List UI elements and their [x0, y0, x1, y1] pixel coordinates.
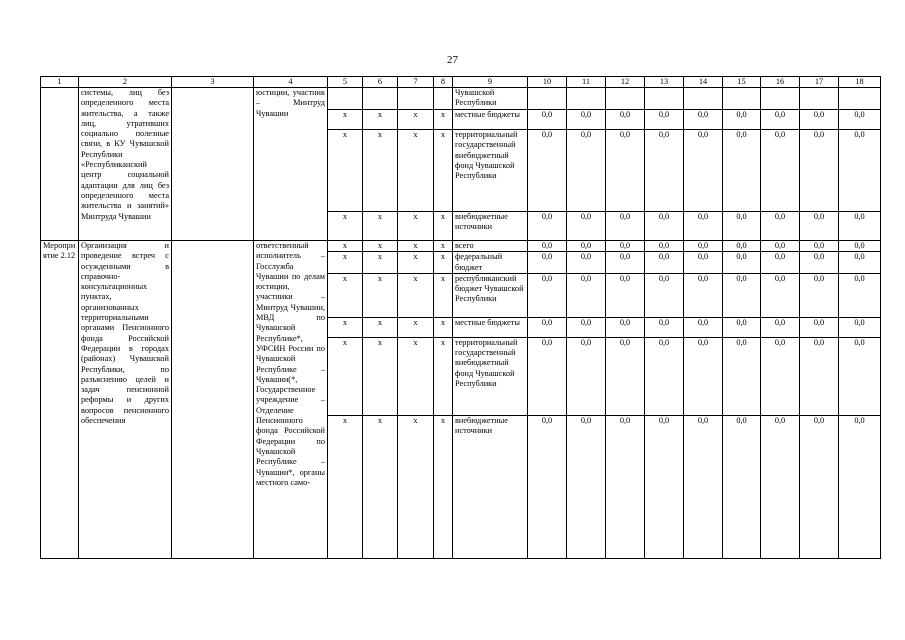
value-cell: 0,0	[723, 415, 761, 558]
value-cell: 0,0	[645, 130, 684, 212]
funding-source: республиканский бюджет Чувашской Республики	[453, 273, 528, 317]
value-cell: 0,0	[800, 252, 839, 274]
funding-source: территориальный государственный внебюджетный фонд Чувашской Республики	[453, 130, 528, 212]
code-cell: x	[434, 212, 453, 241]
value-cell: 0,0	[723, 130, 761, 212]
funding-source: всего	[453, 241, 528, 252]
event-number	[41, 88, 79, 241]
value-cell: 0,0	[684, 212, 723, 241]
value-cell: 0,0	[684, 273, 723, 317]
column-header: 11	[567, 77, 606, 88]
code-cell: x	[398, 415, 434, 558]
value-cell: 0,0	[684, 337, 723, 415]
value-cell: 0,0	[800, 337, 839, 415]
code-cell: x	[328, 273, 363, 317]
value-cell: 0,0	[761, 252, 800, 274]
code-cell: x	[398, 317, 434, 337]
value-cell: 0,0	[800, 110, 839, 130]
value-cell: 0,0	[761, 337, 800, 415]
value-cell: 0,0	[645, 241, 684, 252]
column-header: 14	[684, 77, 723, 88]
value-cell: 0,0	[723, 317, 761, 337]
value-cell: 0,0	[528, 241, 567, 252]
column-header: 8	[434, 77, 453, 88]
code-cell: x	[434, 317, 453, 337]
value-cell: 0,0	[528, 337, 567, 415]
code-cell	[363, 88, 398, 110]
value-cell: 0,0	[684, 110, 723, 130]
value-cell: 0,0	[800, 212, 839, 241]
value-cell: 0,0	[723, 337, 761, 415]
column-header: 3	[172, 77, 254, 88]
value-cell: 0,0	[839, 415, 881, 558]
value-cell: 0,0	[528, 110, 567, 130]
table-row	[41, 241, 881, 252]
code-cell	[328, 88, 363, 110]
code-cell: x	[328, 130, 363, 212]
code-cell: x	[398, 212, 434, 241]
value-cell	[723, 88, 761, 110]
event-col3	[172, 241, 254, 559]
code-cell: x	[363, 273, 398, 317]
code-cell: x	[434, 241, 453, 252]
column-header: 6	[363, 77, 398, 88]
funding-source: внебюджетные источники	[453, 415, 528, 558]
value-cell	[761, 88, 800, 110]
value-cell: 0,0	[528, 252, 567, 274]
value-cell: 0,0	[645, 337, 684, 415]
value-cell: 0,0	[528, 317, 567, 337]
value-cell: 0,0	[528, 130, 567, 212]
code-cell: x	[363, 317, 398, 337]
code-cell: x	[398, 337, 434, 415]
column-header: 5	[328, 77, 363, 88]
code-cell: x	[434, 130, 453, 212]
value-cell: 0,0	[761, 130, 800, 212]
code-cell: x	[434, 252, 453, 274]
value-cell: 0,0	[645, 252, 684, 274]
column-header: 10	[528, 77, 567, 88]
code-cell: x	[328, 241, 363, 252]
value-cell: 0,0	[567, 415, 606, 558]
code-cell: x	[398, 241, 434, 252]
value-cell: 0,0	[606, 241, 645, 252]
code-cell	[398, 88, 434, 110]
value-cell: 0,0	[567, 317, 606, 337]
code-cell: x	[398, 130, 434, 212]
value-cell: 0,0	[567, 212, 606, 241]
value-cell	[684, 88, 723, 110]
value-cell: 0,0	[723, 110, 761, 130]
value-cell: 0,0	[761, 415, 800, 558]
column-header: 4	[254, 77, 328, 88]
value-cell: 0,0	[800, 241, 839, 252]
code-cell: x	[434, 337, 453, 415]
column-header: 12	[606, 77, 645, 88]
value-cell: 0,0	[761, 317, 800, 337]
column-header: 9	[453, 77, 528, 88]
value-cell: 0,0	[839, 337, 881, 415]
value-cell: 0,0	[839, 130, 881, 212]
value-cell: 0,0	[606, 273, 645, 317]
value-cell: 0,0	[567, 130, 606, 212]
code-cell: x	[363, 110, 398, 130]
value-cell: 0,0	[839, 241, 881, 252]
code-cell: x	[363, 415, 398, 558]
value-cell: 0,0	[723, 212, 761, 241]
value-cell: 0,0	[684, 241, 723, 252]
value-cell: 0,0	[606, 252, 645, 274]
code-cell: x	[398, 273, 434, 317]
code-cell: x	[434, 273, 453, 317]
program-table	[40, 76, 881, 559]
value-cell: 0,0	[606, 337, 645, 415]
value-cell: 0,0	[567, 273, 606, 317]
value-cell: 0,0	[800, 273, 839, 317]
event-number: Мероприятие 2.12	[41, 241, 79, 559]
value-cell: 0,0	[606, 415, 645, 558]
event-name: Организация и проведение встреч с осужденными в справочно-консультационных пунктах, организованных территориальными органами Пенсионного фонда Российской Федерации в городах (районах) Чувашской Республики, по разъяснению целей и задач пенсионной реформы и других вопросов пенсионного обеспечения	[79, 241, 172, 559]
value-cell: 0,0	[684, 415, 723, 558]
value-cell: 0,0	[761, 212, 800, 241]
funding-source: федеральный бюджет	[453, 252, 528, 274]
column-header: 1	[41, 77, 79, 88]
value-cell: 0,0	[684, 317, 723, 337]
value-cell: 0,0	[839, 317, 881, 337]
value-cell: 0,0	[567, 110, 606, 130]
value-cell: 0,0	[839, 110, 881, 130]
header-row	[41, 77, 881, 88]
value-cell: 0,0	[839, 252, 881, 274]
value-cell: 0,0	[528, 273, 567, 317]
value-cell: 0,0	[684, 252, 723, 274]
code-cell: x	[328, 212, 363, 241]
value-cell: 0,0	[723, 241, 761, 252]
value-cell: 0,0	[761, 241, 800, 252]
value-cell: 0,0	[684, 130, 723, 212]
table-row	[41, 88, 881, 110]
code-cell: x	[363, 130, 398, 212]
value-cell: 0,0	[839, 212, 881, 241]
value-cell: 0,0	[723, 252, 761, 274]
code-cell: x	[398, 252, 434, 274]
code-cell	[434, 88, 453, 110]
column-header: 15	[723, 77, 761, 88]
code-cell: x	[363, 241, 398, 252]
code-cell: x	[328, 415, 363, 558]
funding-source: внебюджетные источники	[453, 212, 528, 241]
value-cell: 0,0	[761, 110, 800, 130]
value-cell: 0,0	[567, 241, 606, 252]
value-cell: 0,0	[606, 110, 645, 130]
value-cell	[567, 88, 606, 110]
value-cell: 0,0	[606, 212, 645, 241]
event-col3	[172, 88, 254, 241]
value-cell: 0,0	[645, 273, 684, 317]
code-cell: x	[363, 252, 398, 274]
column-header: 17	[800, 77, 839, 88]
value-cell: 0,0	[800, 130, 839, 212]
value-cell: 0,0	[606, 130, 645, 212]
column-header: 7	[398, 77, 434, 88]
column-header: 18	[839, 77, 881, 88]
value-cell: 0,0	[800, 317, 839, 337]
column-header: 2	[79, 77, 172, 88]
code-cell: x	[328, 337, 363, 415]
code-cell: x	[363, 212, 398, 241]
value-cell	[528, 88, 567, 110]
funding-source: территориальный государственный внебюджетный фонд Чувашской Республики	[453, 337, 528, 415]
value-cell: 0,0	[645, 212, 684, 241]
value-cell: 0,0	[723, 273, 761, 317]
responsible-executor: ответственный исполнитель – Госслужба Чувашии по делам юстиции, участники – Минтруд Чувашии, МВД по Чувашской Республике*, УФСИН России по Чувашской Республике – Чувашии(*, Государственное учреждение – Отделение Пенсионного фонда Российской Федерации по Чувашской Республике – Чувашии*, органы местного само-	[254, 241, 328, 559]
column-header: 16	[761, 77, 800, 88]
code-cell: x	[363, 337, 398, 415]
value-cell: 0,0	[606, 317, 645, 337]
funding-source: местные бюджеты	[453, 317, 528, 337]
value-cell: 0,0	[528, 212, 567, 241]
value-cell: 0,0	[528, 415, 567, 558]
code-cell: x	[328, 252, 363, 274]
responsible-executor: юстиции, участник – Минтруд Чувашии	[254, 88, 328, 241]
value-cell: 0,0	[645, 317, 684, 337]
value-cell: 0,0	[645, 415, 684, 558]
value-cell: 0,0	[645, 110, 684, 130]
code-cell: x	[398, 110, 434, 130]
code-cell: x	[434, 415, 453, 558]
value-cell: 0,0	[800, 415, 839, 558]
value-cell	[800, 88, 839, 110]
code-cell: x	[328, 110, 363, 130]
value-cell	[606, 88, 645, 110]
funding-source: местные бюджеты	[453, 110, 528, 130]
value-cell: 0,0	[761, 273, 800, 317]
value-cell: 0,0	[567, 337, 606, 415]
funding-source: Чувашской Республики	[453, 88, 528, 110]
event-name: системы, лиц без определенного места жительства, а также лиц, утративших социально полезные связи, в КУ Чувашской Республики «Республиканский центр социальной адаптации для лиц без определенного места жительства и занятий» Минтруда Чувашии	[79, 88, 172, 241]
value-cell	[839, 88, 881, 110]
code-cell: x	[328, 317, 363, 337]
column-header: 13	[645, 77, 684, 88]
value-cell	[645, 88, 684, 110]
page-number: 27	[447, 54, 458, 66]
value-cell: 0,0	[567, 252, 606, 274]
code-cell: x	[434, 110, 453, 130]
value-cell: 0,0	[839, 273, 881, 317]
